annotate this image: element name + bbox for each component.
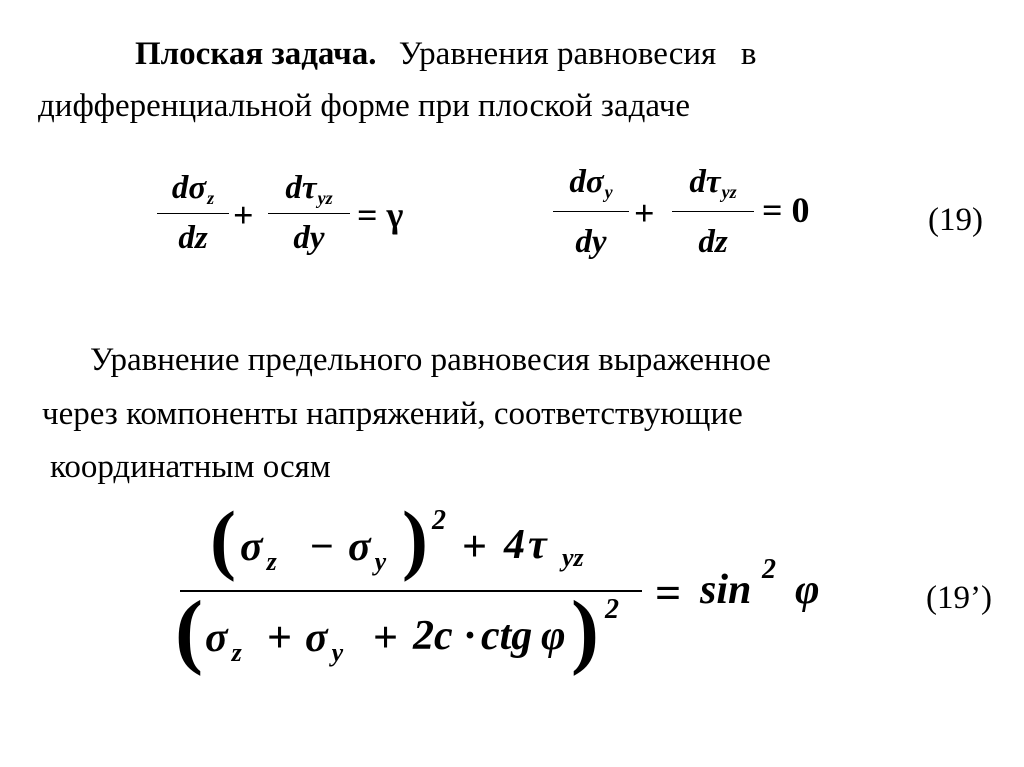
- sigma-y: σ $_y$: [305, 615, 344, 667]
- left-paren: (: [210, 495, 236, 582]
- numerator: [210, 495, 630, 585]
- paragraph-line-2: через компоненты напряжений, соответствующие: [42, 396, 743, 432]
- denominator: dz: [178, 220, 208, 256]
- fraction-bar: [672, 211, 754, 212]
- denominator: [175, 584, 645, 682]
- equals-gamma: = γ: [357, 195, 404, 235]
- heading-title: Плоская задача.: [135, 36, 377, 72]
- denominator: dz: [698, 224, 728, 260]
- fraction-bar: [268, 213, 350, 214]
- sin-power-2: 2: [762, 554, 776, 585]
- equals-zero: = 0: [762, 190, 810, 230]
- right-paren: ): [571, 584, 599, 677]
- numerator: dσy: [569, 164, 613, 202]
- power-2: 2: [432, 505, 446, 536]
- right-paren: ): [402, 495, 428, 582]
- ctg: ctg: [481, 613, 533, 659]
- paragraph-line-3: координатным осям: [50, 449, 331, 485]
- heading-rest: Уравнения равновесия в: [398, 36, 757, 72]
- fraction-bar: [553, 211, 629, 212]
- phi: φ: [795, 567, 820, 613]
- equation-number-19: (19): [928, 202, 983, 238]
- denominator: dy: [575, 224, 607, 260]
- sin: sin: [700, 567, 752, 613]
- sigma-z: σ $_z$: [240, 524, 277, 576]
- fraction-dtau-yz: [672, 164, 754, 268]
- equation-number-19-prime: (19’): [926, 580, 992, 616]
- plus-sign: +: [634, 193, 655, 233]
- heading-line-1: [135, 34, 757, 74]
- numerator: dτyz: [689, 164, 737, 202]
- paragraph-line-1: Уравнение предельного равновесия выраженное: [90, 342, 771, 378]
- numerator: dτyz: [285, 170, 333, 208]
- plus-sign: +: [233, 195, 254, 235]
- subscript-yz: yz: [562, 543, 584, 572]
- sigma-z: σ $_z$: [205, 615, 242, 667]
- equals-sign: =: [655, 567, 682, 618]
- minus-sign: −: [310, 524, 334, 570]
- coefficient-4: 4: [504, 522, 525, 568]
- plus-sign: +: [462, 522, 488, 571]
- plus-sign-2: +: [373, 613, 399, 662]
- numerator: dσz: [171, 170, 215, 208]
- plus-sign-1: +: [267, 613, 293, 662]
- denominator: dy: [293, 220, 325, 256]
- fraction-dtau-yz: [268, 170, 350, 266]
- two-c: 2c: [413, 613, 453, 659]
- fraction-dsigma-z: [157, 170, 229, 266]
- fraction-dsigma-y: [553, 164, 629, 268]
- tau: τ: [528, 522, 547, 568]
- left-paren: (: [175, 584, 203, 677]
- power-2: 2: [605, 594, 619, 625]
- dot-operator: ·: [463, 613, 478, 659]
- heading-line-2: дифференциальной форме при плоской задаче: [38, 88, 690, 124]
- fraction-bar: [157, 213, 229, 214]
- phi: φ: [541, 613, 566, 659]
- sigma-y: σ $_y$: [348, 524, 387, 576]
